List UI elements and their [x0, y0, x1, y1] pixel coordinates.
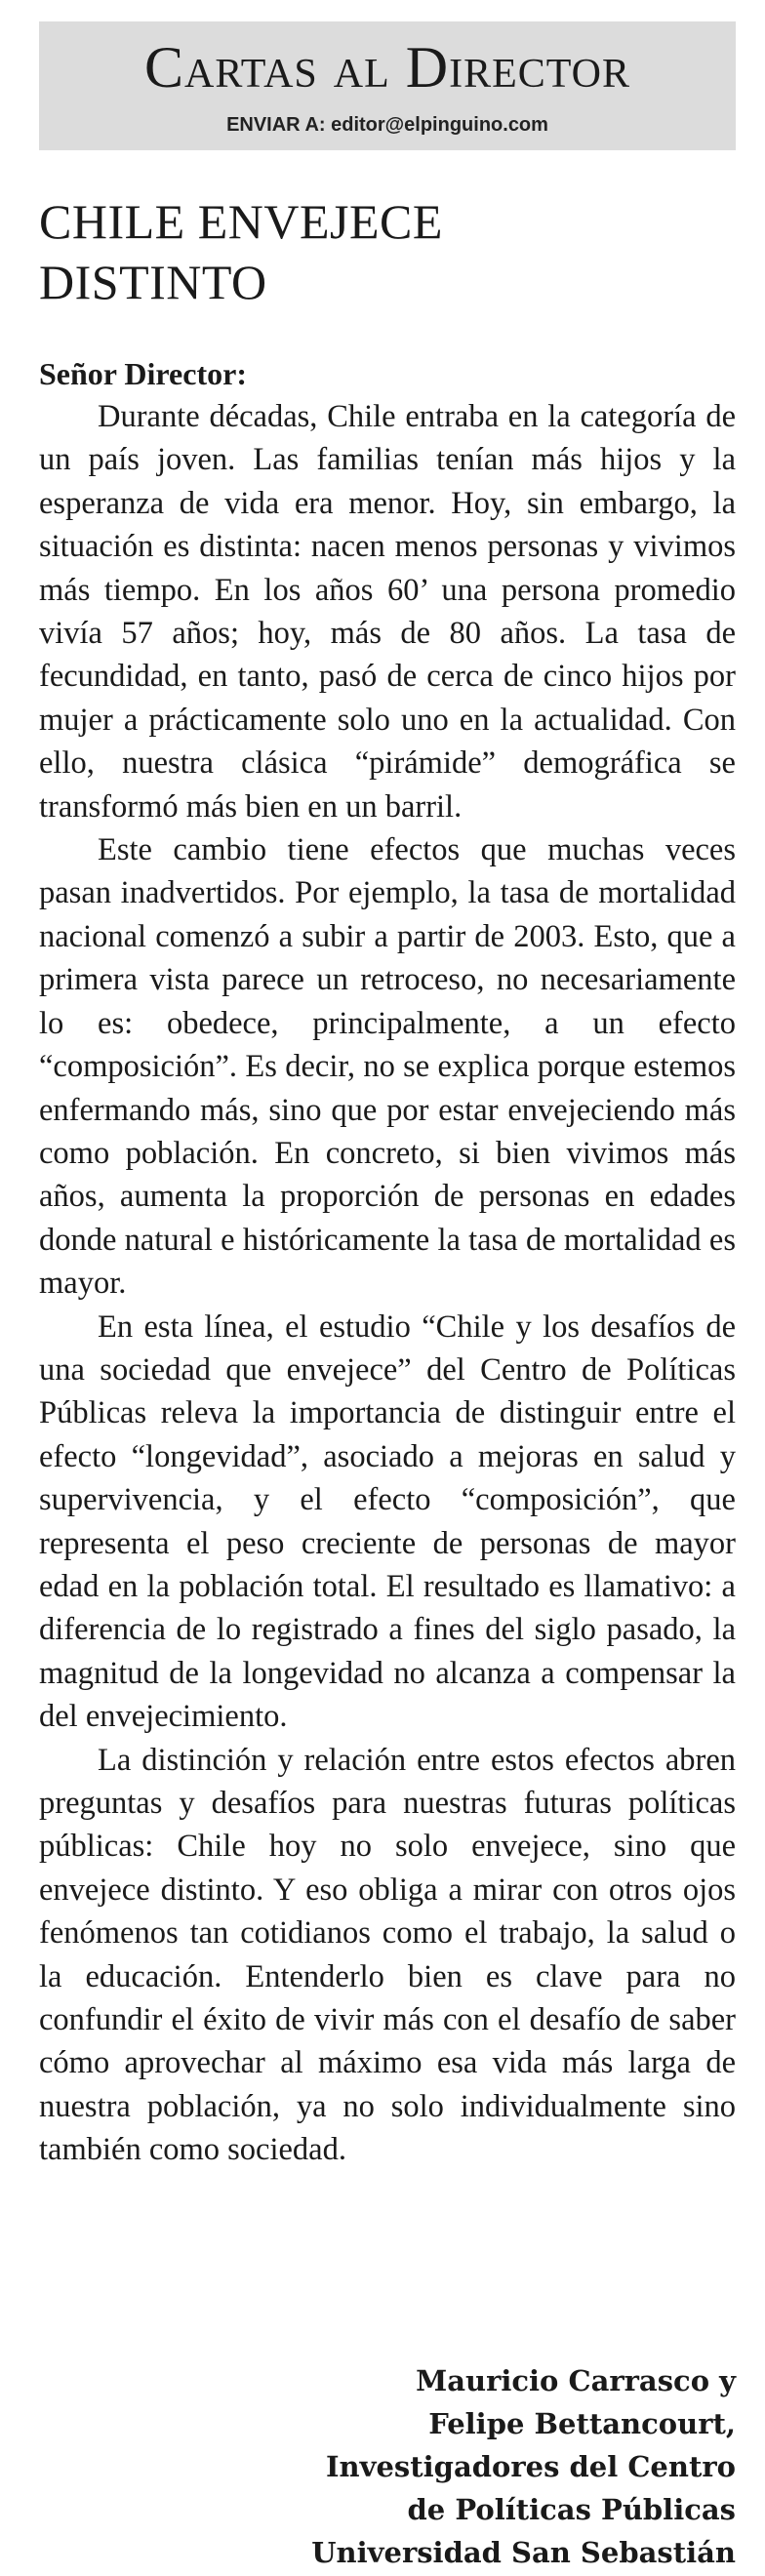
- section-masthead: [39, 21, 736, 150]
- letter-body: [39, 395, 736, 2172]
- letter-salutation: Señor Director:: [39, 356, 247, 391]
- letter-paragraph: La distinción y relación entre estos efectos abren preguntas y desafíos para nuestras futuras políticas públicas: Chile hoy no solo envejece, sino que envejece distinto. Y eso obliga a mirar con otros ojos fenómenos tan cotidianos como el trabajo, la salud o la educación. Entenderlo bien es clave para no confundir el éxito de vivir más con el desafío de saber cómo aprovechar al máximo esa vida más larga de nuestra población, ya no solo individualmente sino también como sociedad.: [39, 1742, 736, 2168]
- headline-line-2: DISTINTO: [39, 255, 267, 309]
- letter-paragraph: Durante décadas, Chile entraba en la categoría de un país joven. Las familias tenían más hijos y la esperanza de vida era menor. Hoy, sin embargo, la situación es distinta: nacen menos personas y vivimos más tiempo. En los años 60’ una persona promedio vivía 57 años; hoy, más de 80 años. La tasa de fecundidad, en tanto, pasó de cerca de cinco hijos por mujer a prácticamente solo uno en la actualidad. Con ello, nuestra clásica “pirámide” demográfica se transformó más bien en un barril.: [39, 399, 736, 825]
- headline-line-1: CHILE ENVEJECE: [39, 194, 443, 249]
- section-title: Cartas al Director: [143, 35, 631, 100]
- signature-line: Felipe Bettancourt,: [428, 2407, 736, 2440]
- signature-line: Mauricio Carrasco y: [416, 2364, 736, 2397]
- letter-paragraph: Este cambio tiene efectos que muchas veces pasan inadvertidos. Por ejemplo, la tasa de mortalidad nacional comenzó a subir a partir de 2003. Esto, que a primera vista parece un retroceso, no necesariamente lo es: obedece, principalmente, a un efecto “composición”. Es decir, no se explica porque estemos enfermando más, sino que por estar envejeciendo más como población. En concreto, si bien vivimos más años, aumenta la proporción de personas en edades donde natural e históricamente la tasa de mortalidad es mayor.: [39, 832, 736, 1302]
- submission-email-line: ENVIAR A: editor@elpinguino.com: [226, 114, 548, 136]
- letter-paragraph: En esta línea, el estudio “Chile y los desafíos de una sociedad que envejece” del Centro de Políticas Públicas releva la importancia de distinguir entre el efecto “longevidad”, asociado a mejoras en salud y supervivencia, y el efecto “composición”, que representa el peso creciente de personas de mayor edad en la población total. El resultado es llamativo: a diferencia de lo registrado a fines del siglo pasado, la magnitud de la longevidad no alcanza a compensar la del envejecimiento.: [39, 1308, 736, 1735]
- letter-signature: [39, 2359, 736, 2574]
- signature-line: de Políticas Públicas: [407, 2493, 736, 2526]
- signature-line: Investigadores del Centro: [325, 2450, 736, 2483]
- letter-headline: [39, 191, 736, 312]
- signature-line: Universidad San Sebastián: [311, 2536, 736, 2569]
